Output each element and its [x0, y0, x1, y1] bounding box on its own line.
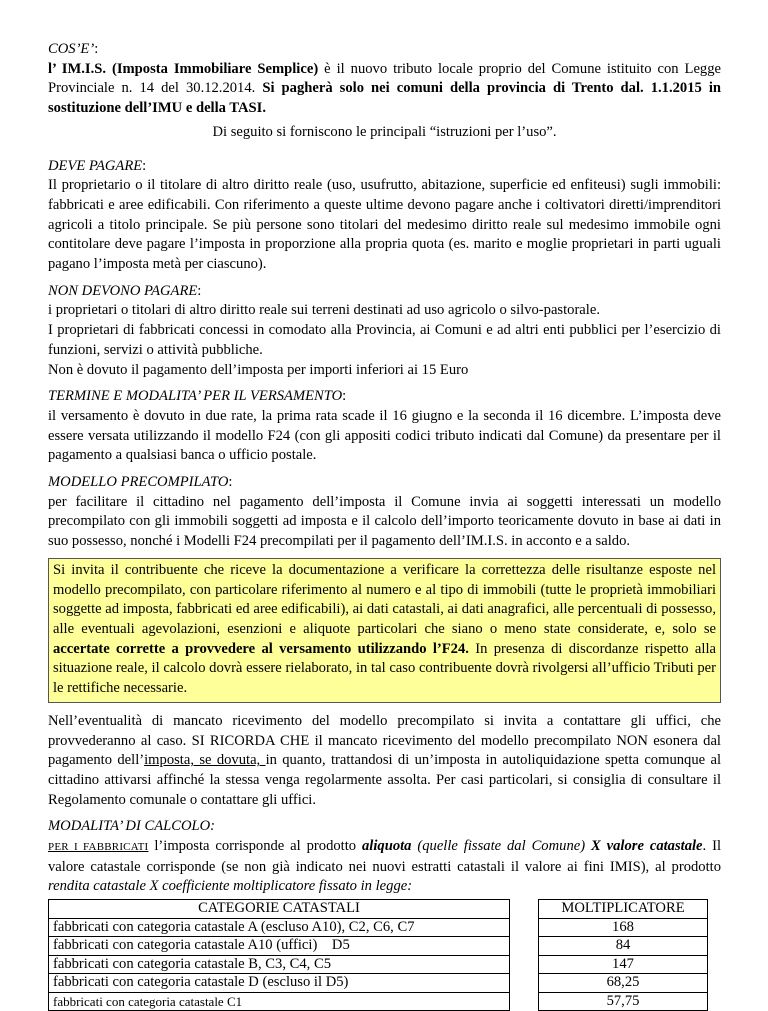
table-cell-categoria: fabbricati con categoria catastale C1 — [49, 992, 510, 1011]
calcolo-text: PER I FABBRICATI l’imposta corrisponde al prodotto aliquota (quelle fissate dal Comune) X valore catastale. Il valore catastale corrisponde (se non già indicato nei nuovi estratti catastali il valore ai fini IMIS), al prodotto rendita catastale X coefficiente moltiplicatore fissato in legge: — [48, 838, 722, 895]
moltiplicatori-table — [48, 899, 708, 1011]
table-cell-moltiplicatore: 168 — [539, 918, 708, 937]
intro-line: Di seguito si forniscono le principali “istruzioni per l’uso”. — [212, 123, 557, 140]
mancato-paragraph: Nell’eventualità di mancato ricevimento del modello precompilato si invita a contattare gli uffici, che provvederanno al caso. SI RICORDA CHE il mancato ricevimento del modello precompilato NON esonera dal pagamento dell’imposta, se dovuta, in quanto, trattandosi di un’imposta in autoliquidazione spetta comunque al cittadino attivarsi affinché la stessa venga regolarmente assolta. Per casi particolari, si consiglia di consultare il Regolamento comunale o contattare gli uffici. — [48, 712, 721, 808]
document-page — [48, 40, 721, 1011]
non-devono-line-3: Non è dovuto il pagamento dell’imposta per importi inferiori ai 15 Euro — [48, 361, 469, 378]
table-cell-moltiplicatore: 147 — [539, 955, 708, 974]
table-gap — [510, 918, 539, 937]
table-gap — [510, 974, 539, 993]
highlight-box — [48, 558, 721, 703]
table-gap — [510, 937, 539, 956]
deve-pagare-heading: DEVE PAGARE: — [48, 157, 147, 174]
table-header-moltiplicatore: MOLTIPLICATORE — [539, 900, 708, 919]
table-cell-moltiplicatore: 57,75 — [539, 992, 708, 1011]
termine-text: il versamento è dovuto in due rate, la prima rata scade il 16 giugno e la seconda il 16 dicembre. L’imposta deve essere versata utilizzando il modello F24 (con gli appositi codici tributo indicati dal Comune) da presentare per il pagamento a qualsiasi banca o ufficio postale. — [48, 407, 721, 464]
calcolo-heading: MODALITA’ DI CALCOLO: — [48, 818, 216, 835]
table-row — [49, 937, 708, 956]
table-row — [49, 918, 708, 937]
table-cell-categoria: fabbricati con categoria catastale D (escluso il D5) — [49, 974, 510, 993]
table-gap — [510, 900, 539, 919]
table-cell-categoria: fabbricati con categoria catastale A10 (uffici) D5 — [49, 937, 510, 956]
table-cell-categoria: fabbricati con categoria catastale A (escluso A10), C2, C6, C7 — [49, 918, 510, 937]
cose-heading: COS’E’: — [48, 41, 99, 57]
table-gap — [510, 992, 539, 1011]
modello-text: per facilitare il cittadino nel pagamento dell’imposta il Comune invia ai soggetti interessati un modello precompilato con gli immobili soggetti ad imposta e il calcolo dell’importo teoricamente dovuto in base ai dati in suo possesso, nonché i Modelli F24 precompilati per il pagamento dell’IM.I.S. in acconto e a saldo. — [48, 493, 721, 550]
non-devono-line-2: I proprietari di fabbricati concessi in comodato alla Provincia, ai Comuni e ad altri enti pubblici per l’esercizio di funzioni, servizi o attività pubbliche. — [48, 322, 721, 358]
table-gap — [510, 955, 539, 974]
non-devono-heading: NON DEVONO PAGARE: — [48, 282, 202, 299]
table-cell-categoria: fabbricati con categoria catastale B, C3, C4, C5 — [49, 955, 510, 974]
table-cell-moltiplicatore: 84 — [539, 937, 708, 956]
table-row — [49, 955, 708, 974]
non-devono-line-1: i proprietari o titolari di altro diritto reale sui terreni destinati ad uso agricolo o silvo-pastorale. — [48, 302, 600, 319]
modello-heading: MODELLO PRECOMPILATO: — [48, 474, 233, 491]
deve-pagare-text: Il proprietario o il titolare di altro diritto reale (uso, usufrutto, abitazione, superficie ed enfiteusi) sugli immobili: fabbricati e aree edificabili. Con riferimento a queste ultime devono pagare anche i coltivatori diretti/imprenditori agricoli a titolo principale. Se più persone sono titolari del medesimo diritto reale sul medesimo immobile ogni contitolare deve pagare l’imposta in proporzione alla propria quota (es. marito e moglie proprietari in parti uguali pagano l’imposta metà per ciascuno). — [48, 177, 721, 273]
cose-paragraph: l’ IM.I.S. (Imposta Immobiliare Semplice) è il nuovo tributo locale proprio del Comune istituito con Legge Provinciale n. 14 del 30.12.2014. Si pagherà solo nei comuni della provincia di Trento dal. 1.1.2015 in sostituzione dell’IMU e della TASI. — [48, 60, 721, 117]
table-row — [49, 992, 708, 1011]
highlight-text: Si invita il contribuente che riceve la documentazione a verificare la correttezza delle risultanze esposte nel modello precompilato, con particolare riferimento al numero e al tipo di immobili (tutte le proprietà immobiliari soggette ad imposta, fabbricati ed aree edificabili), ai dati catastali, ai dati anagrafici, alle percentuali di possesso, alle eventuali agevolazioni, esenzioni e aliquote particolari che siano o meno state considerate, e, solo se accertate corrette a provvedere al versamento utilizzando l’F24. In presenza di discordanze rispetto alla situazione reale, il calcolo dovrà essere rielaborato, in tal caso contribuente dovrà rivolgersi all’ufficio Tributi per le rettifiche necessarie. — [53, 561, 716, 697]
termine-heading: TERMINE E MODALITA’ PER IL VERSAMENTO: — [48, 388, 347, 405]
table-header-categorie: CATEGORIE CATASTALI — [49, 900, 510, 919]
table-cell-moltiplicatore: 68,25 — [539, 974, 708, 993]
table-row — [49, 974, 708, 993]
table-header-row — [49, 900, 708, 919]
